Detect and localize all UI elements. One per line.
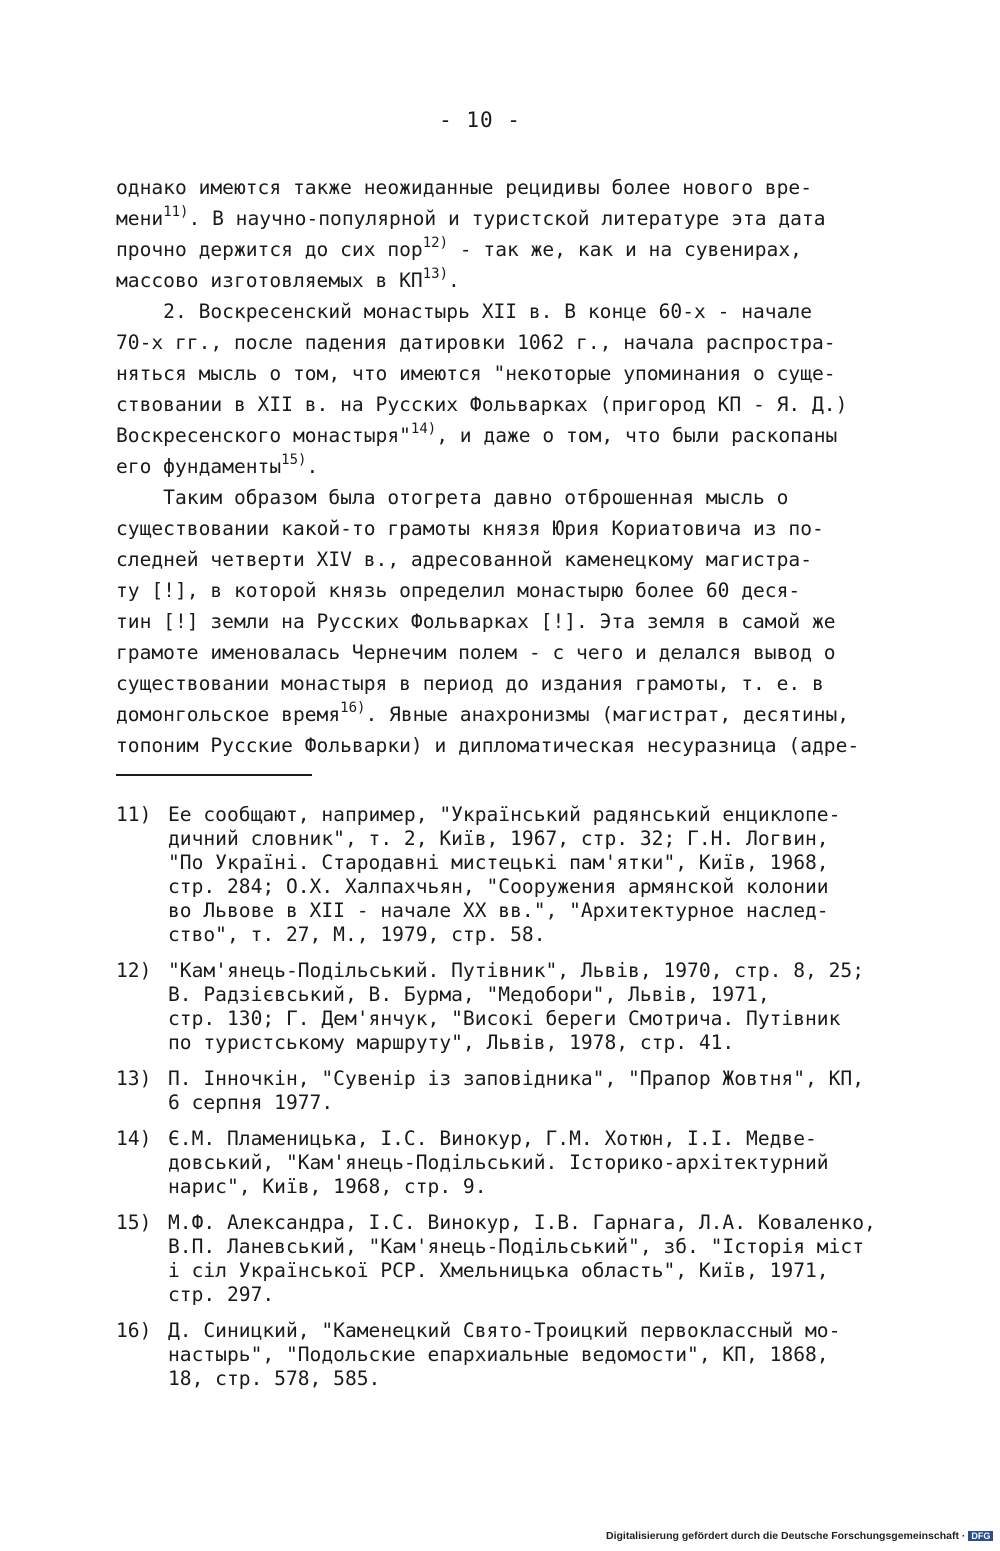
text-line: ту [!], в которой князь определил монастырю более 60 деся-	[116, 579, 801, 602]
footnote-line: стр. 297.	[168, 1283, 275, 1306]
footnote-line: "Кам'янець-Подільський. Путівник", Львів, 1970, стр. 8, 25;	[168, 959, 864, 982]
footnote-text	[168, 1127, 916, 1199]
text-line: следней четверти XIV в., адресованной каменецкому магистра-	[116, 548, 812, 571]
footnote-text	[168, 1067, 916, 1115]
footnote-ref-14[interactable]: 14)	[410, 421, 437, 437]
text-line: Воскресенского монастыря"$^{14)}$, и даже о том, что были раскопаны	[116, 421, 838, 447]
footnote-separator	[116, 774, 312, 776]
footnote-line: Ее сообщают, например, "Український радянський енциклопе-	[168, 803, 841, 826]
text-line: грамоте именовалась Чернечим полем - с чего и делался вывод о	[116, 641, 836, 664]
footnote-line: стр. 130; Г. Дем'янчук, "Високі береги Смотрича. Путівник	[168, 1007, 841, 1030]
text-line: домонгольское время$^{16)}$. Явные анахронизмы (магистрат, десятины,	[116, 700, 850, 726]
footnote-text	[168, 959, 916, 1055]
text-line: существовании монастыря в период до издания грамоты, т. е. в	[116, 672, 824, 695]
text-line: существовании какой-то грамоты князя Юрия Кориатовича из по-	[116, 517, 824, 540]
footnote-line: М.Ф. Александра, І.С. Винокур, І.В. Гарнага, Л.А. Коваленко,	[168, 1211, 876, 1234]
text-line: его фундаменты$^{15)}$.	[116, 452, 319, 478]
footnote-text	[168, 1319, 916, 1391]
footnote-item	[116, 1211, 916, 1307]
footnote-item	[116, 1319, 916, 1391]
footnote-line: 18, стр. 578, 585.	[168, 1367, 381, 1390]
footnote-line: ство", т. 27, М., 1979, стр. 58.	[168, 923, 546, 946]
text-line: няться мысль о том, что имеются "некоторые упоминания о суще-	[116, 362, 836, 385]
text-line: 2. Воскресенский монастырь XII в. В конце 60-х - начале	[116, 300, 812, 323]
footnote-number: 15)	[116, 1211, 152, 1234]
text-line: Таким образом была отогрета давно отброшенная мысль о	[116, 486, 789, 509]
footnote-number: 12)	[116, 959, 152, 982]
credit-text: Digitalisierung gefördert durch die Deutsche Forschungsgemeinschaft ·	[606, 1530, 966, 1542]
footnote-text	[168, 803, 916, 947]
page-number: - 10 -	[439, 108, 521, 132]
footnote-text	[168, 1211, 916, 1307]
footnote-line: В. Радзієвський, В. Бурма, "Медобори", Львів, 1971,	[168, 983, 770, 1006]
text-line: мени$^{11)}$. В научно-популярной и туристской литературе эта дата	[116, 204, 826, 230]
footnote-line: Д. Синицкий, "Каменецкий Свято-Троицкий первоклассный мо-	[168, 1319, 841, 1342]
footnote-item	[116, 1127, 916, 1199]
footnote-line: 6 серпня 1977.	[168, 1091, 334, 1114]
text-line: прочно держится до сих пор$^{12)}$ - так же, как и на сувенирах,	[116, 235, 802, 261]
footnote-item	[116, 803, 916, 947]
text-line: однако имеются также неожиданные рецидивы более нового вре-	[116, 176, 812, 199]
footnotes-section	[116, 803, 916, 1403]
footnote-item	[116, 1067, 916, 1115]
footnote-line: дичний словник", т. 2, Київ, 1967, стр. 32; Г.Н. Логвин,	[168, 827, 829, 850]
text-line: ствовании в XII в. на Русских Фольварках (пригород КП - Я. Д.)	[116, 393, 848, 416]
footnote-ref-12[interactable]: 12)	[422, 235, 449, 251]
dfg-logo-icon: DFG	[968, 1531, 993, 1541]
footnote-ref-16[interactable]: 16)	[340, 700, 366, 716]
footnote-line: Є.М. Пламеницька, І.С. Винокур, Г.М. Хотюн, І.І. Медве-	[168, 1127, 817, 1150]
footnote-number: 11)	[116, 803, 152, 826]
footnote-ref-15[interactable]: 15)	[281, 452, 307, 468]
text-line: топоним Русские Фольварки) и дипломатическая несуразница (адре-	[116, 734, 860, 757]
footnote-line: П. Інночкін, "Сувенір із заповідника", "Прапор Жовтня", КП,	[168, 1067, 864, 1090]
footnote-line: довський, "Кам'янець-Подільський. Історико-архітектурний	[168, 1151, 829, 1174]
footnote-line: стр. 284; О.Х. Халпахчьян, "Сооружения армянской колонии	[168, 875, 829, 898]
footnote-number: 13)	[116, 1067, 152, 1090]
footnote-line: во Львове в XII - начале XX вв.", "Архитектурное наслед-	[168, 899, 829, 922]
footnote-line: В.П. Ланевський, "Кам'янець-Подільський", зб. "Історія міст	[168, 1235, 864, 1258]
footnote-line: і сіл Української РСР. Хмельницька область", Київ, 1971,	[168, 1259, 829, 1282]
footnote-line: нарис", Київ, 1968, стр. 9.	[168, 1175, 487, 1198]
footnote-item	[116, 959, 916, 1055]
footnote-ref-11[interactable]: 11)	[163, 204, 189, 220]
text-line: массово изготовляемых в КП$^{13)}$.	[116, 266, 460, 292]
footnote-line: настырь", "Подольские епархиальные ведомости", КП, 1868,	[168, 1343, 829, 1366]
footnote-number: 14)	[116, 1127, 152, 1150]
footnote-line: по туристському маршруту", Львів, 1978, стр. 41.	[168, 1031, 735, 1054]
footnote-line: "По Україні. Стародавні мистецькі пам'ятки", Київ, 1968,	[168, 851, 829, 874]
main-text	[116, 172, 906, 761]
text-line: тин [!] земли на Русских Фольварках [!]. Эта земля в самой же	[116, 610, 836, 633]
dfg-credit	[606, 1530, 993, 1542]
text-line: 70-х гг., после падения датировки 1062 г., начала распростра-	[116, 331, 836, 354]
footnote-ref-13[interactable]: 13)	[422, 266, 449, 282]
footnote-number: 16)	[116, 1319, 152, 1342]
